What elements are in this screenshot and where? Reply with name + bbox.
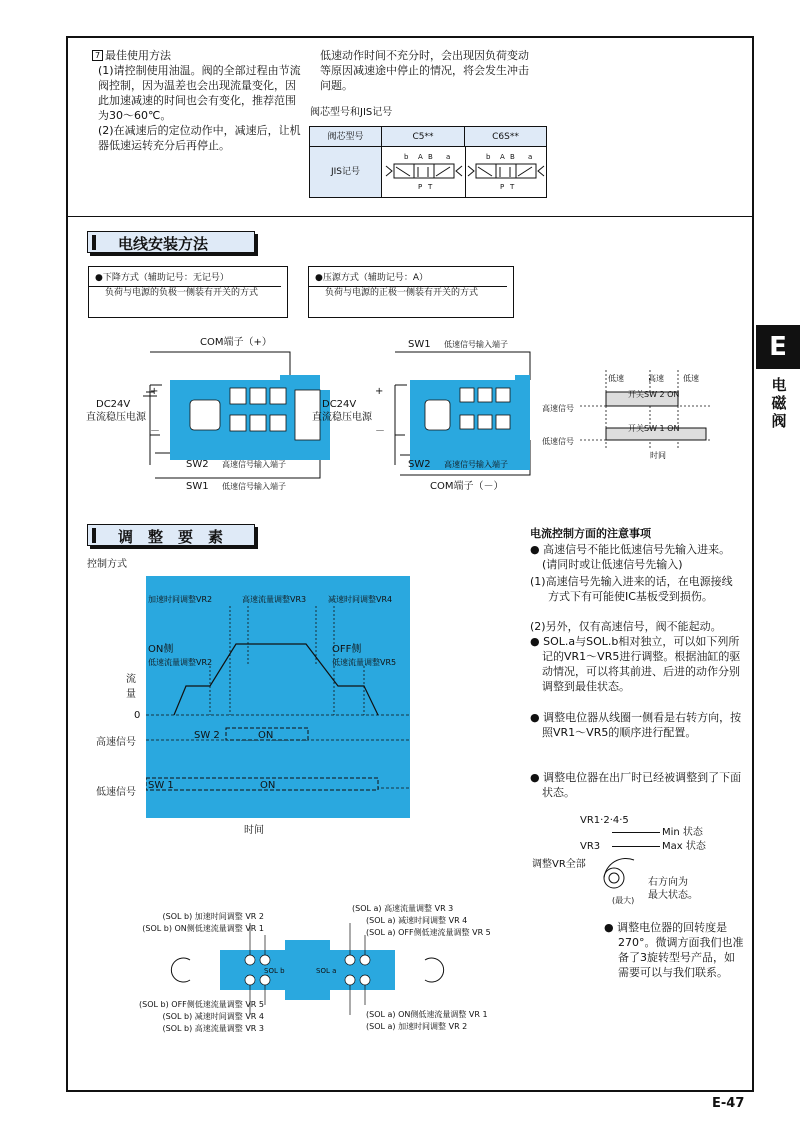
box2-text: 负荷与电源的正极一侧装有开关的方式 xyxy=(309,286,507,299)
box1-label: ●下降方式（辅助记号：无记号） xyxy=(95,273,229,283)
section-tab-label: 电磁阀 xyxy=(771,376,787,430)
wiring-box-1 xyxy=(88,266,288,318)
svg-text:P: P xyxy=(418,183,423,191)
best-use-section xyxy=(92,48,302,153)
max-state-note: 最大状态。 xyxy=(648,890,698,901)
box1-text: 负荷与电源的负极一侧装有开关的方式 xyxy=(89,286,281,299)
pot-r5: (SOL a) 加速时间调整 VR 2 xyxy=(366,1022,468,1031)
sw1-label-2: SW1 xyxy=(408,339,431,350)
high-sig-label: 高速信号 xyxy=(96,737,136,748)
wiring-header: 电线安装方法 xyxy=(87,231,255,253)
section-tab: E xyxy=(756,325,800,369)
zero-label: 0 xyxy=(134,710,141,721)
on-vr2-label: 低速流量调整VR2 xyxy=(148,658,213,667)
minus-sign-1: － xyxy=(150,426,160,437)
svg-text:A: A xyxy=(418,153,423,161)
high-in-label-1: 高速信号输入端子 xyxy=(222,460,286,469)
note-b5: ● 调整电位器的回转度是270°。微调方面我们也准备了3旋转型号产品，如需要可以与我们联系。 xyxy=(604,921,744,979)
notes-title: 电流控制方面的注意事项 xyxy=(530,527,651,540)
low-in-label-1: 低速信号输入端子 xyxy=(222,482,286,491)
note-n2: (2)另外，仅有高速信号，阀不能起动。 xyxy=(530,620,722,633)
best-use-p3: 低速动作时间不充分时，会出现因负荷变动等原因减速途中停止的情况，将会发生冲击问题。 xyxy=(320,49,529,92)
pot-r3: (SOL a) OFF侧低速流量调整 VR 5 xyxy=(366,928,491,937)
vr1245-label: VR1·2·4·5 xyxy=(580,815,629,826)
box2-label: ●压源方式（辅助记号：A） xyxy=(315,273,429,283)
note-b1: ● 高速信号不能比低速信号先输入进来。(请同时或让低速信号先输入) xyxy=(530,543,731,571)
off-side-label: OFF侧 xyxy=(332,644,362,655)
flow-label-1: 流 xyxy=(126,674,136,685)
svg-text:B: B xyxy=(510,153,515,161)
best-use-p1: (1)请控制使用油温。阀的全部过程由节流阀控制，因为温差也会出现流量变化，因此加速减速的时间也会有变化，推荐范围为30～60℃。 xyxy=(98,64,301,122)
pot-l2: (SOL b) ON侧低速流量调整 VR 1 xyxy=(142,924,264,933)
ts-sw1on: 开关SW 1 ON xyxy=(628,424,680,433)
dc-power-label-2: 直流稳压电源 xyxy=(312,412,372,423)
low-in-label-2: 低速信号输入端子 xyxy=(444,340,508,349)
off-vr5-label: 低速流量调整VR5 xyxy=(332,658,397,667)
pot-r1: (SOL a) 高速流量调整 VR 3 xyxy=(352,904,454,913)
dc24v-label-1: DC24V xyxy=(96,399,131,410)
vr3-label: 高速流量调整VR3 xyxy=(242,595,307,604)
pot-l3: (SOL b) OFF侧低速流量调整 VR 5 xyxy=(139,1000,264,1009)
minus-sign-2: － xyxy=(375,426,385,437)
valve-table-title: 阀芯型号和JIS记号 xyxy=(310,107,393,118)
note-n1: (1)高速信号先输入进来的话，在电源接线方式下有可能使IC基板受到损伤。 xyxy=(530,575,733,603)
sw2-label-1: SW2 xyxy=(186,459,209,470)
section-number: 7 xyxy=(92,50,103,61)
pot-l4: (SOL b) 减速时间调整 VR 4 xyxy=(162,1012,264,1021)
all-vr-label: 调整VR全部 xyxy=(532,859,586,870)
svg-text:A: A xyxy=(500,153,505,161)
svg-text:T: T xyxy=(428,183,433,191)
best-use-p2: (2)在减速后的定位动作中，减速后，让机器低速运转充分后再停止。 xyxy=(98,124,301,152)
svg-text:b: b xyxy=(486,153,491,161)
svg-text:P: P xyxy=(500,183,505,191)
max-small-label: (最大) xyxy=(612,896,635,905)
min-state-label: Min 状态 xyxy=(662,827,703,838)
ts-sw2on: 开关SW 2 ON xyxy=(628,390,680,399)
table-head-1: C5** xyxy=(382,127,465,147)
wiring-diagram-2 xyxy=(380,340,550,500)
sw1-chart-label: SW 1 xyxy=(148,780,174,791)
high-in-label-2: 高速信号输入端子 xyxy=(444,460,508,469)
ts-low1: 低速 xyxy=(608,374,624,383)
note-b4: ● 调整电位器在出厂时已经被调整到了下面状态。 xyxy=(530,771,742,799)
adjust-header: 调 整 要 素 xyxy=(87,524,255,546)
note-b3: ● 调整电位器从线圈一侧看是右转方向，按照VR1～VR5的顺序进行配置。 xyxy=(530,711,742,739)
plus-sign-2: + xyxy=(375,386,384,397)
pot-l1: (SOL b) 加速时间调整 VR 2 xyxy=(162,912,264,921)
jis-symbols xyxy=(382,147,546,197)
com-minus-label: COM端子（－） xyxy=(430,481,504,492)
ts-low-sig: 低速信号 xyxy=(542,437,574,446)
note-b2: ● SOL.a与SOL.b相对独立，可以如下列所记的VR1～VR5进行调整。根据油缸的驱动情况，可以将其前进、后进的动作分别调整到最佳状态。 xyxy=(530,635,741,693)
pot-r2: (SOL a) 减速时间调整 VR 4 xyxy=(366,916,468,925)
ts-high: 高速 xyxy=(648,374,664,383)
sw2-chart-label: SW 2 xyxy=(194,730,220,741)
table-row-label: JIS记号 xyxy=(310,147,382,197)
com-plus-label: COM端子（+） xyxy=(200,337,272,348)
sw1-label-1: SW1 xyxy=(186,481,209,492)
ts-time: 时间 xyxy=(650,451,666,460)
svg-text:B: B xyxy=(428,153,433,161)
on-label-1: ON xyxy=(258,730,274,741)
flow-label-2: 量 xyxy=(126,689,136,700)
sol-a-label: SOL a xyxy=(316,967,337,975)
sw2-label-2: SW2 xyxy=(408,459,431,470)
ts-high-sig: 高速信号 xyxy=(542,404,574,413)
section-title: 最佳使用方法 xyxy=(105,49,171,62)
ts-low2: 低速 xyxy=(683,374,699,383)
right-dir-label: 右方向为 xyxy=(648,877,688,888)
valve-table xyxy=(309,126,547,198)
sol-b-label: SOL b xyxy=(264,967,285,975)
table-head-2: C6S** xyxy=(465,127,546,147)
svg-text:T: T xyxy=(510,183,515,191)
svg-text:a: a xyxy=(446,153,451,161)
svg-text:b: b xyxy=(404,153,409,161)
control-chart xyxy=(146,576,410,818)
svg-text:a: a xyxy=(528,153,533,161)
dc-power-label-1: 直流稳压电源 xyxy=(86,412,146,423)
pot-r4: (SOL a) ON侧低速流量调整 VR 1 xyxy=(366,1010,488,1019)
low-sig-label: 低速信号 xyxy=(96,787,136,798)
ctrl-method-label: 控制方式 xyxy=(87,559,127,570)
table-head-0: 阀芯型号 xyxy=(310,127,382,147)
on-side-label: ON侧 xyxy=(148,644,174,655)
on-label-2: ON xyxy=(260,780,276,791)
pot-l5: (SOL b) 高速流量调整 VR 3 xyxy=(162,1024,264,1033)
vr2-label: 加速时间调整VR2 xyxy=(148,595,213,604)
dc24v-label-2: DC24V xyxy=(322,399,357,410)
vr4-label: 减速时间调整VR4 xyxy=(328,595,393,604)
pot-dial-icon xyxy=(596,856,646,896)
page-number: E-47 xyxy=(712,1096,745,1111)
plus-sign-1: + xyxy=(150,386,159,397)
wiring-box-2 xyxy=(308,266,514,318)
vr3-note-label: VR3 xyxy=(580,841,601,852)
max-state-label: Max 状态 xyxy=(662,841,706,852)
time-label: 时间 xyxy=(244,825,264,836)
